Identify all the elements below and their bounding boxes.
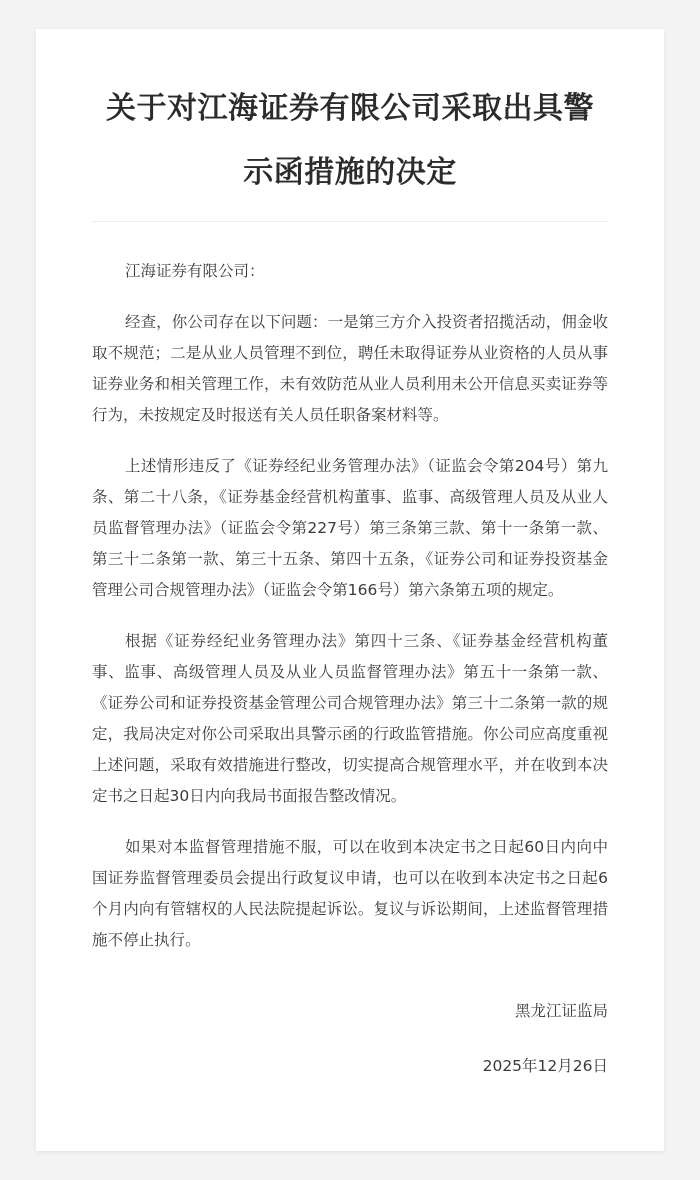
document-title: 关于对江海证券有限公司采取出具警示函措施的决定 (106, 91, 594, 190)
paragraph-violations: 上述情形违反了《证券经纪业务管理办法》（证监会令第204号）第九条、第二十八条，《证券基金经营机构董事、监事、高级管理人员及从业人员监督管理办法》（证监会令第227号）第三条第三款、第十一条第一款、第三十二条第一款、第三十五条、第四十五条，《证券公司和证券投资基金管理公司合规管理办法》（证监会令第166号）第六条第五项的规定。 (92, 457, 608, 599)
paragraph-findings: 经查，你公司存在以下问题：一是第三方介入投资者招揽活动，佣金收取不规范；二是从业人员管理不到位，聘任未取得证券从业资格的人员从事证券业务和相关管理工作，未有效防范从业人员利用未公开信息买卖证券等行为，未按规定及时报送有关人员任职备案材料等。 (92, 313, 608, 424)
title-divider (92, 221, 608, 222)
document-card (36, 29, 664, 1151)
issuer-signature: 黑龙江证监局 (514, 1002, 608, 1020)
issue-date: 2025年12月26日 (482, 1057, 608, 1075)
salutation: 江海证券有限公司： (125, 262, 265, 280)
paragraph-decision: 根据《证券经纪业务管理办法》第四十三条、《证券基金经营机构董事、监事、高级管理人员及从业人员监督管理办法》第五十一条第一款、《证券公司和证券投资基金管理公司合规管理办法》第三十二条第一款的规定，我局决定对你公司采取出具警示函的行政监管措施。你公司应高度重视上述问题，采取有效措施进行整改，切实提高合规管理水平，并在收到本决定书之日起30日内向我局书面报告整改情况。 (92, 632, 608, 805)
paragraph-appeal-rights: 如果对本监督管理措施不服，可以在收到本决定书之日起60日内向中国证券监督管理委员会提出行政复议申请，也可以在收到本决定书之日起6个月内向有管辖权的人民法院提起诉讼。复议与诉讼期间，上述监督管理措施不停止执行。 (92, 838, 608, 949)
